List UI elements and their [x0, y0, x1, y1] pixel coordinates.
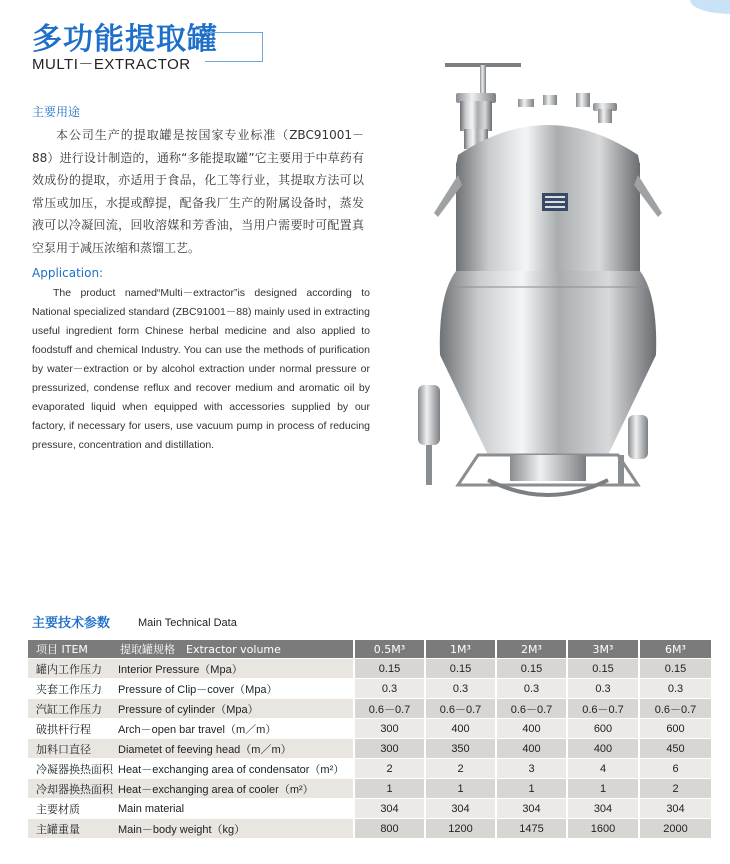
row-label-zh: 冷却器换热面积	[28, 779, 116, 799]
table-cell: 0.6－0.7	[639, 699, 711, 719]
table-cell: 0.3	[567, 679, 639, 699]
table-row	[28, 719, 711, 739]
table-row	[28, 679, 711, 699]
table-cell: 1	[567, 779, 639, 799]
row-label-zh: 夹套工作压力	[28, 679, 116, 699]
row-label-zh: 罐内工作压力	[28, 659, 116, 679]
title-frame-decoration	[205, 32, 263, 62]
header-spec: 提取罐规格 Extractor volume	[116, 640, 354, 659]
table-row	[28, 759, 711, 779]
table-row	[28, 799, 711, 819]
table-cell: 400	[567, 739, 639, 759]
table-cell: 304	[496, 799, 567, 819]
table-cell: 0.3	[496, 679, 567, 699]
row-label-en: Heat－exchanging area of condensator（m²）	[116, 759, 354, 779]
table-cell: 600	[639, 719, 711, 739]
table-cell: 2000	[639, 819, 711, 839]
usage-heading: 主要用途	[32, 105, 81, 119]
table-cell: 0.3	[425, 679, 496, 699]
usage-text: 本公司生产的提取罐是按国家专业标准（ZBC91001－88）进行设计制造的，通称“多能提取罐”它主要用于中草药有效成份的提取，亦适用于食品，化工等行业，其提取方法可以常压或加压，水提或醇提，配备我厂生产的附属设备时，蒸发液可以冷凝回流，回收溶媒和芳香油，当用户需要时可配置真空泵用于减压浓缩和蒸馏工艺。	[32, 128, 364, 255]
table-header-row	[28, 640, 711, 659]
multi-extractor-photo	[418, 55, 680, 525]
table-cell: 0.3	[354, 679, 425, 699]
row-label-en: Pressure of cylinder（Mpa）	[116, 699, 354, 719]
table-cell: 304	[567, 799, 639, 819]
table-cell: 400	[496, 719, 567, 739]
row-label-en: Heat－exchanging area of cooler（m²）	[116, 779, 354, 799]
table-cell: 350	[425, 739, 496, 759]
row-label-zh: 冷凝器换热面积	[28, 759, 116, 779]
row-label-en: Main－body weight（kg）	[116, 819, 354, 839]
table-cell: 304	[354, 799, 425, 819]
row-label-en: Interior Pressure（Mpa）	[116, 659, 354, 679]
table-cell: 0.15	[496, 659, 567, 679]
header-volume: 6M³	[639, 640, 711, 659]
row-label-en: Pressure of Clip－cover（Mpa）	[116, 679, 354, 699]
table-cell: 304	[639, 799, 711, 819]
table-cell: 0.15	[639, 659, 711, 679]
table-cell: 800	[354, 819, 425, 839]
table-row	[28, 739, 711, 759]
header-volume: 3M³	[567, 640, 639, 659]
application-text: The product named“Multi－extractor”is designed according to National specialized standard (ZBC91001－88) mainly used in extracting useful ingredient form Chinese herbal medicine and also applied to foodstuff and chemical Industry. You can use the methods of purification by water－extraction or by alcohol extraction under normal pressure or pressurized, condense reflux and recover medium and aromatic oil by evaporated liquid when equipped with accessories supplied by our factory, if necessary for users, use vacuum pump in process of reducing pressure, concentration and distillation.	[32, 287, 370, 451]
corner-decoration	[690, 0, 730, 14]
table-cell: 6	[639, 759, 711, 779]
row-label-en: Diametet of feeving head（m／m）	[116, 739, 354, 759]
table-cell: 0.15	[567, 659, 639, 679]
table-cell: 0.6－0.7	[567, 699, 639, 719]
table-cell: 1	[354, 779, 425, 799]
header-volume: 1M³	[425, 640, 496, 659]
table-cell: 400	[496, 739, 567, 759]
page-subtitle: MULTI－EXTRACTOR	[32, 56, 191, 73]
table-cell: 0.15	[425, 659, 496, 679]
table-cell: 4	[567, 759, 639, 779]
row-label-zh: 主罐重量	[28, 819, 116, 839]
header-volume: 0.5M³	[354, 640, 425, 659]
table-cell: 3	[496, 759, 567, 779]
table-row	[28, 819, 711, 839]
row-label-zh: 汽缸工作压力	[28, 699, 116, 719]
table-row	[28, 659, 711, 679]
table-cell: 1	[496, 779, 567, 799]
table-cell: 2	[425, 759, 496, 779]
table-cell: 2	[639, 779, 711, 799]
table-cell: 0.6－0.7	[425, 699, 496, 719]
application-heading: Application:	[32, 266, 104, 280]
specs-title-zh: 主要技术参数	[32, 616, 111, 631]
table-cell: 0.6－0.7	[496, 699, 567, 719]
table-cell: 1200	[425, 819, 496, 839]
table-cell: 0.15	[354, 659, 425, 679]
row-label-zh: 破拱杆行程	[28, 719, 116, 739]
table-cell: 2	[354, 759, 425, 779]
table-cell: 1475	[496, 819, 567, 839]
table-cell: 450	[639, 739, 711, 759]
table-cell: 1	[425, 779, 496, 799]
row-label-zh: 加料口直径	[28, 739, 116, 759]
technical-data-table	[28, 640, 711, 839]
table-cell: 400	[425, 719, 496, 739]
table-row	[28, 699, 711, 719]
specs-title-en: Main Technical Data	[138, 617, 237, 629]
table-row	[28, 779, 711, 799]
row-label-en: Main material	[116, 799, 354, 819]
row-label-en: Arch－open bar travel（m／m）	[116, 719, 354, 739]
row-label-zh: 主要材质	[28, 799, 116, 819]
header-volume: 2M³	[496, 640, 567, 659]
table-cell: 300	[354, 739, 425, 759]
table-cell: 304	[425, 799, 496, 819]
table-cell: 300	[354, 719, 425, 739]
page-title: 多功能提取罐	[32, 22, 218, 57]
table-cell: 600	[567, 719, 639, 739]
table-cell: 0.3	[639, 679, 711, 699]
table-cell: 0.6－0.7	[354, 699, 425, 719]
table-cell: 1600	[567, 819, 639, 839]
header-item: 项目 ITEM	[28, 640, 116, 659]
